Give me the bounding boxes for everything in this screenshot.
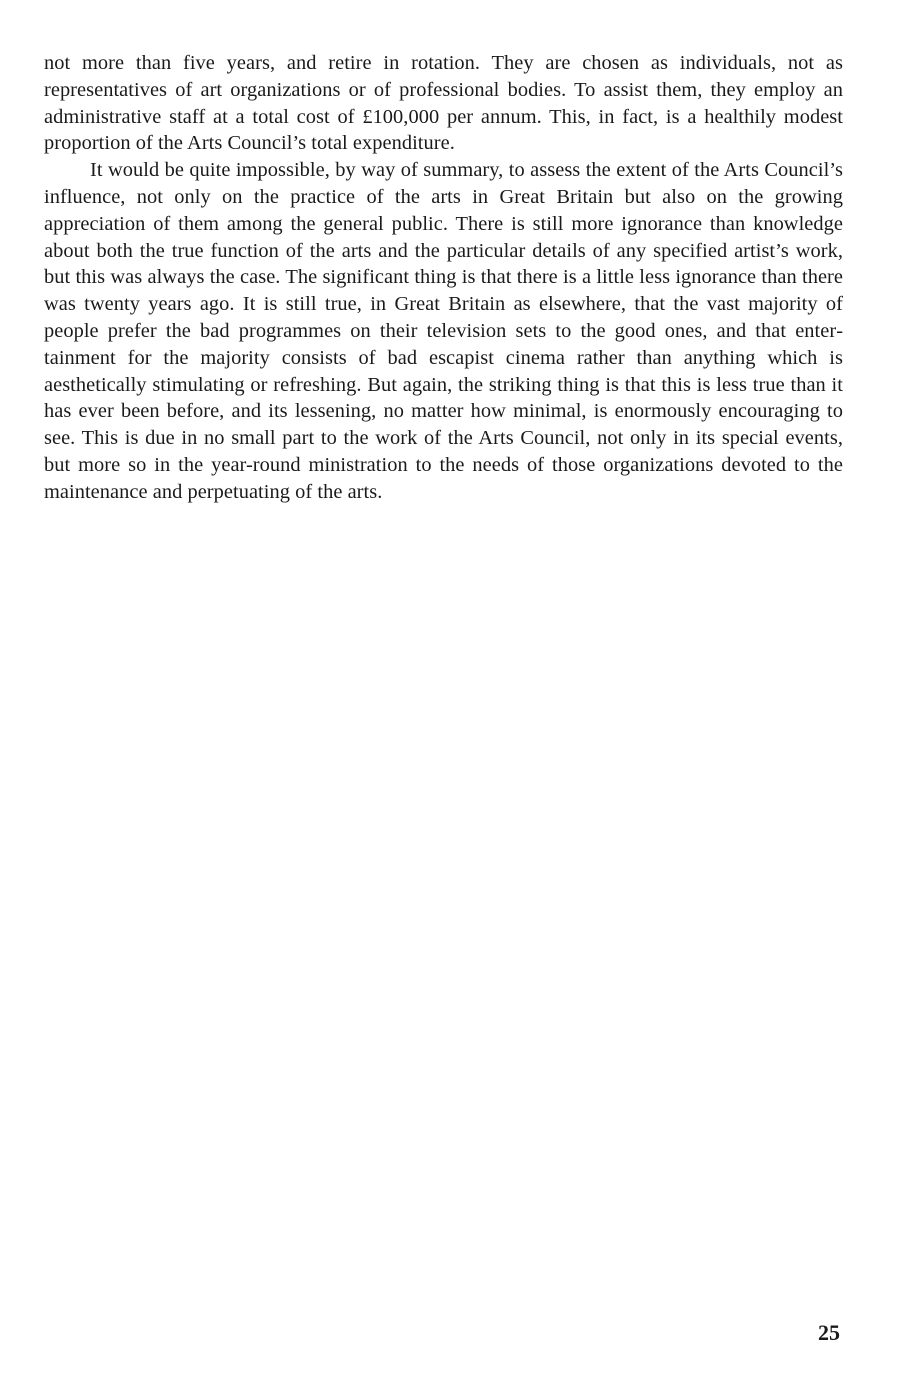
page-number: 25 bbox=[818, 1320, 840, 1345]
body-text bbox=[44, 50, 843, 506]
paragraph-summary: It would be quite impossible, by way of summary, to assess the extent of the Arts Council’s influence, not only on the practice of the arts in Great Britain but also on the growing appreciation of them among the general public. There is still more ignorance than knowledge about both the true function of the arts and the particular details of any specified artist’s work, but this was always the case. The significant thing is that there is a little less ignorance than there was twenty years ago. It is still true, in Great Britain as elsewhere, that the vast majority of people prefer the bad programmes on their television sets to the good ones, and that entertainment for the majority consists of bad escapist cinema rather than anything which is aesthetically stimulating or refreshing. But again, the striking thing is that this is less true than it has ever been before, and its lessening, no matter how minimal, is enormously encouraging to see. This is due in no small part to the work of the Arts Council, not only in its special events, but more so in the year-round ministration to the needs of those organizations devoted to the maintenance and perpetuating of the arts. bbox=[44, 159, 843, 503]
paragraph-continuation: not more than five years, and retire in rotation. They are chosen as individuals, not as representatives of art organizations or of professional bodies. To assist them, they employ an administrative staff at a total cost of £100,000 per annum. This, in fact, is a healthily modest proportion of the Arts Council’s total expenditure. bbox=[44, 52, 843, 155]
